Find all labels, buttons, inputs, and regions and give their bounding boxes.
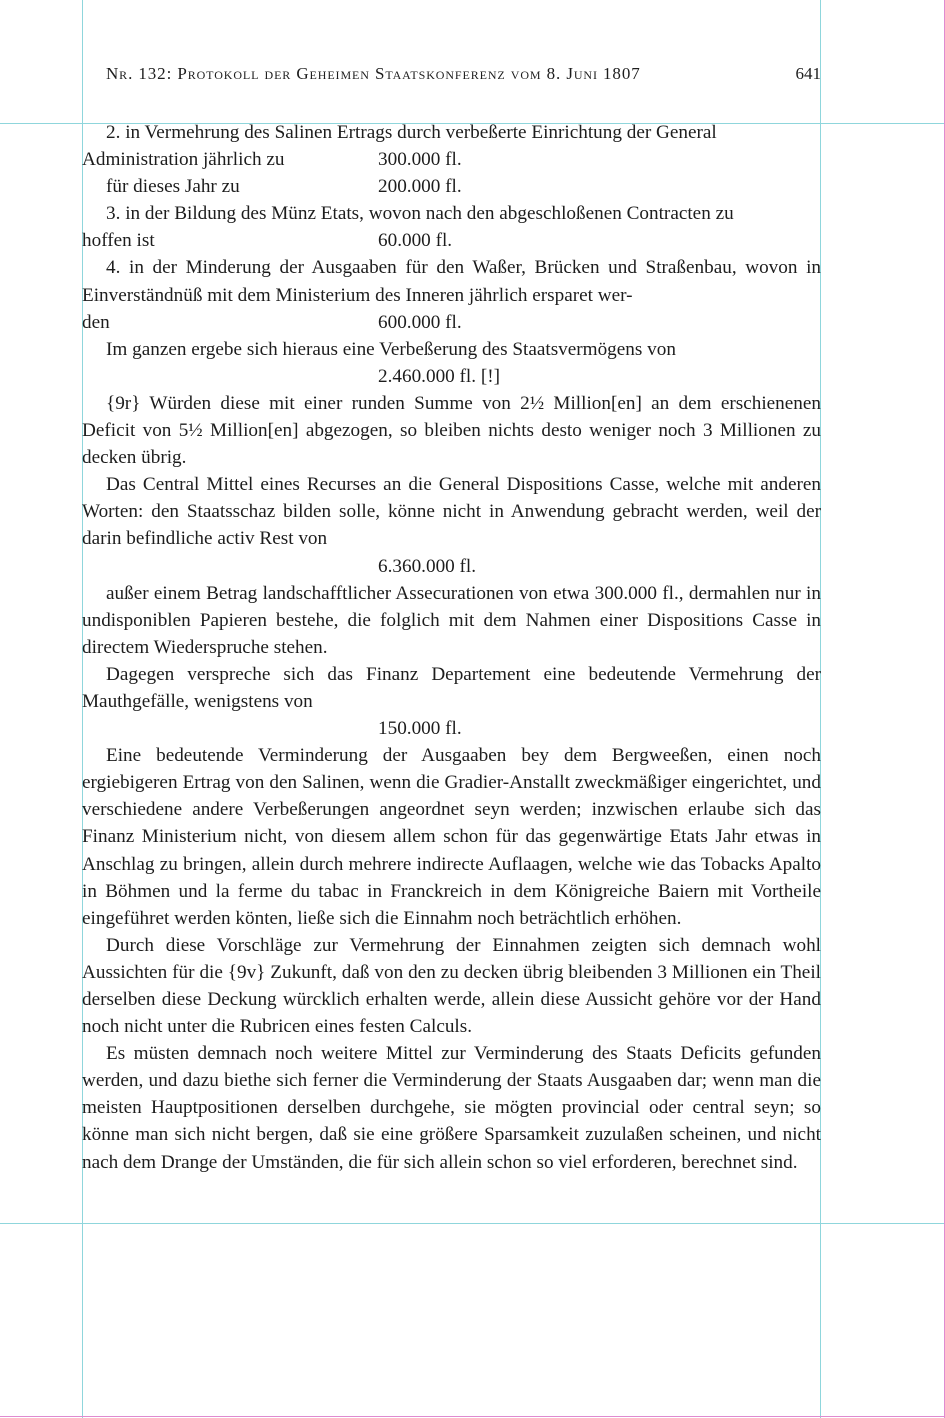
amount-row [82, 309, 821, 336]
body-text [82, 119, 821, 1176]
amount-value: 300.000 fl. [378, 149, 462, 171]
running-head: Nr. 132: Protokoll der Geheimen Staatskonferenz vom 8. Juni 1807 [106, 64, 641, 83]
paragraph-mauthgefaelle: Dagegen verspreche sich das Finanz Departement eine bedeutende Vermehrung der Mauthgefälle, wenigstens von [82, 663, 821, 712]
paragraph-deficit: {9r} Würden diese mit einer runden Summe von 2½ Million[en] an dem erschienenen Deficit von 5½ Million[en] abgezogen, so bleiben nichts desto weniger noch 3 Millionen zu decken übrig. [82, 392, 821, 469]
amount-label: den [82, 311, 110, 333]
amount-value: 6.360.000 fl. [378, 555, 477, 577]
paragraph-total: Im ganzen ergebe sich hieraus eine Verbeßerung des Staatsvermögens von [106, 338, 676, 360]
amount-value: 2.460.000 fl. [!] [378, 365, 501, 387]
amount-value: 600.000 fl. [378, 311, 462, 333]
amount-label: hoffen ist [82, 230, 155, 252]
amount-value: 150.000 fl. [378, 718, 462, 740]
bottom-text-guide [0, 1223, 945, 1224]
amount-value: 200.000 fl. [378, 176, 462, 198]
paragraph-staats-deficit: Es müsten demnach noch weitere Mittel zur Verminderung des Staats Deficits gefunden werden, und dazu biethe sich ferner die Verminderung der Staats Ausgaaben dar; wenn man die meisten Hauptpositionen derselben durchgehe, sie mögten provincial oder central seyn; so könne man sich nicht bergen, daß sie eine größere Sparsamkeit zuzulaßen scheinen, und nicht nach dem Drange der Umständen, die für sich allein schon so viel erforderen, berechnet sind. [82, 1043, 821, 1173]
paragraph-4: 4. in der Minderung der Ausgaaben für den Waßer, Brücken und Straßenbau, wovon in Einverständnüß mit dem Ministerium des Inneren jährlich ersparet wer- [82, 257, 821, 306]
page-number: 641 [795, 64, 821, 83]
paragraph-3: 3. in der Bildung des Münz Etats, wovon nach den abgeschloßenen Contracten zu [106, 203, 734, 225]
amount-row [82, 173, 821, 200]
page-edge-bottom [0, 1416, 945, 1417]
paragraph-bergweesen: Eine bedeutende Verminderung der Ausgaaben bey dem Bergweeßen, einen noch ergiebigeren Ertrag von den Salinen, wenn die Gradier-Anstallt zweckmäßiger eingerichtet, und verschiedene andere Verbeßerungen angeordnet seyn werden; inzwischen erlaube sich das Finanz Ministerium nicht, von diesem allem schon für das gegenwärtige Etats Jahr etwas in Anschlag zu bringen, allein durch mehrere indirecte Auflaagen, welche wie das Tobacks Apalto in Böhmen und la ferme du tabac in Franckreich in dem Königreiche Baiern mit Vortheile eingeführet werden könten, ließe sich die Einnahm noch beträchtlich erhöhen. [82, 745, 821, 929]
amount-value: 60.000 fl. [378, 230, 453, 252]
paragraph-central-mittel: Das Central Mittel eines Recurses an die General Dispositions Casse, welche mit anderen Worten: den Staatsschaz bilden solle, könne nicht in Anwendung gebracht werden, weil der darin befindliche activ Rest von [82, 474, 821, 550]
amount-row [82, 146, 821, 173]
amount-label: Administration jährlich zu [82, 149, 285, 171]
amount-label: für dieses Jahr zu [106, 176, 240, 198]
paragraph-assecurationen: außer einem Betrag landschafftlicher Assecurationen von etwa 300.000 fl., dermahlen nur in undisponiblen Papieren bestehe, die folglich mit dem Nahmen einer Dispositions Casse in directem Wiederspruche stehen. [82, 582, 821, 658]
paragraph-2: 2. in Vermehrung des Salinen Ertrags durch verbeßerte Einrichtung der General [106, 122, 717, 143]
paragraph-vorschlaege: Durch diese Vorschläge zur Vermehrung der Einnahmen zeigten sich demnach wohl Aussichten für die {9v} Zukunft, daß von den zu decken übrig bleibenden 3 Millionen ein Theil derselben diese Deckung würcklich erhalten werde, allein diese Aussicht gehöre vor der Hand noch nicht unter die Rubricen eines festen Calculs. [82, 934, 821, 1038]
amount-row [82, 227, 821, 254]
